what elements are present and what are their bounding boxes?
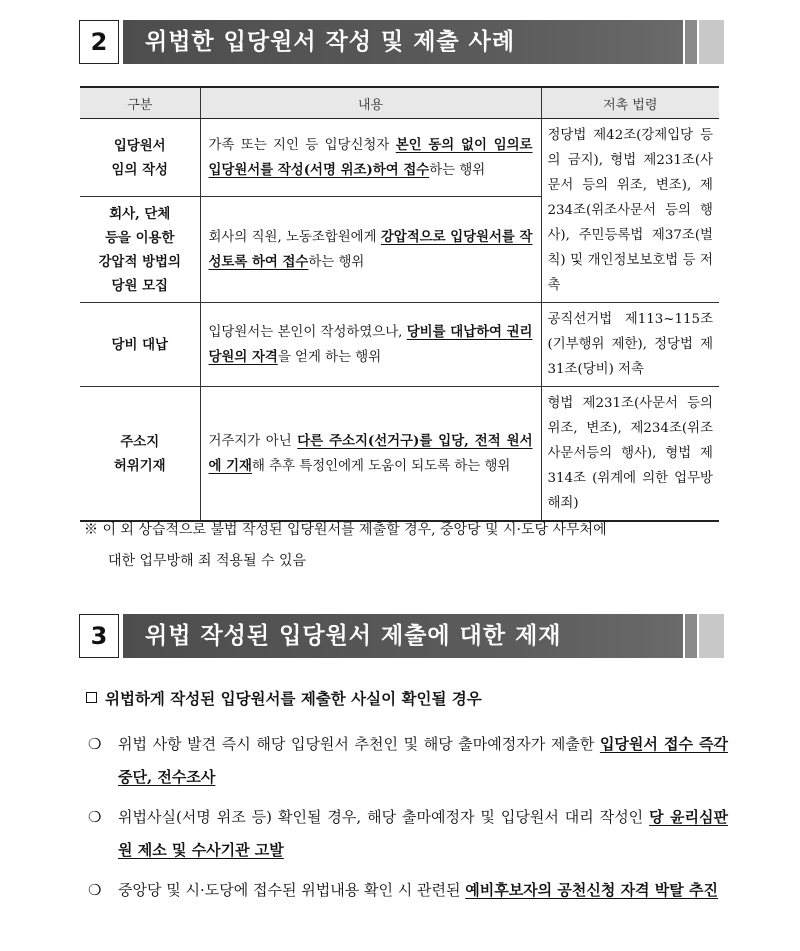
category-text: 입당원서 xyxy=(113,137,166,154)
category-cell xyxy=(80,303,200,387)
footnote xyxy=(84,515,724,577)
text-segment: 하는 행위 xyxy=(429,162,486,178)
section-number: 2 xyxy=(79,20,119,64)
content-cell xyxy=(200,119,541,197)
category-text: 회사, 단체 xyxy=(109,205,171,222)
text-segment: 위법 사항 발견 즉시 해당 입당원서 추천인 및 해당 출마예정자가 제출한 xyxy=(118,735,600,753)
column-header: 저촉 법령 xyxy=(541,87,719,119)
section-3-header xyxy=(79,614,724,658)
list-item xyxy=(88,874,728,907)
category-text: 등을 이용한 xyxy=(105,229,175,246)
section-title: 위법 작성된 입당원서 제출에 대한 제재 xyxy=(123,614,683,658)
content-cell xyxy=(200,303,541,387)
list-item-text xyxy=(88,728,728,794)
text-segment: 해 추후 특정인에게 도움이 되도록 하는 행위 xyxy=(251,458,511,474)
header-decoration xyxy=(685,614,697,658)
table-row xyxy=(80,387,719,522)
footnote-line-1: 이 외 상습적으로 불법 작성된 입당원서를 제출할 경우, 중앙당 및 시·도당 사무처에 xyxy=(102,522,607,538)
list-item xyxy=(88,728,728,794)
circle-bullet-icon: ❍ xyxy=(88,735,102,753)
category-cell xyxy=(80,197,200,303)
category-text: 강압적 방법의 xyxy=(98,253,181,270)
text-segment: 거주지가 아닌 xyxy=(208,433,298,449)
section-number: 3 xyxy=(79,614,119,658)
category-text: 주소지 xyxy=(120,433,160,450)
emphasized-text: 강압적으로 입당원서를 작성토록 하여 접수 xyxy=(208,228,533,270)
emphasized-text: 당 윤리심판원 제소 및 수사기관 고발 xyxy=(118,808,728,859)
header-decoration xyxy=(685,20,697,64)
category-text: 당비 대납 xyxy=(111,336,168,353)
table-row xyxy=(80,119,719,197)
emphasized-text: 당비를 대납하여 권리당원의 자격 xyxy=(208,323,533,365)
text-segment: 입당원서는 본인이 작성하였으나, xyxy=(208,324,407,340)
footnote-line-2: 대한 업무방해 죄 적용될 수 있음 xyxy=(108,553,307,569)
text-segment: 을 얻게 하는 행위 xyxy=(277,349,382,365)
circle-bullet-icon: ❍ xyxy=(88,808,102,826)
square-bullet-icon xyxy=(86,692,97,703)
text-segment: 가족 또는 지인 등 입당신청자 xyxy=(208,137,396,153)
header-decoration xyxy=(699,20,724,64)
text-segment: 위법사실(서명 위조 등) 확인될 경우, 해당 출마예정자 및 입당원서 대리 작성인 xyxy=(118,808,650,826)
list-item xyxy=(88,801,728,867)
text-segment: 중앙당 및 시·도당에 접수된 위법내용 확인 시 관련된 xyxy=(118,881,466,899)
content-cell xyxy=(200,197,541,303)
category-text: 임의 작성 xyxy=(111,161,168,178)
law-cell: 정당법 제42조(강제입당 등의 금지), 형법 제231조(사문서 등의 위조, 변조), 제234조(위조사문서 등의 행사), 주민등록법 제37조(벌칙) 및 개인정보보호법 등 저촉 xyxy=(541,119,719,303)
subheading xyxy=(86,687,482,709)
text-segment: 회사의 직원, 노동조합원에게 xyxy=(208,229,381,245)
subheading-text: 위법하게 작성된 입당원서를 제출한 사실이 확인될 경우 xyxy=(105,690,482,708)
header-decoration xyxy=(699,614,724,658)
category-text: 당원 모집 xyxy=(111,277,168,294)
category-cell xyxy=(80,387,200,522)
emphasized-text: 다른 주소지(선거구)를 입당, 전적 원서에 기재 xyxy=(208,432,533,474)
content-cell xyxy=(200,387,541,522)
violation-cases-table xyxy=(80,86,719,522)
column-header: 구분 xyxy=(80,87,200,119)
law-cell: 형법 제231조(사문서 등의 위조, 변조), 제234조(위조사문서등의 행사), 형법 제314조 (위계에 의한 업무방해죄) xyxy=(541,387,719,522)
list-item-text xyxy=(88,801,728,867)
table-row xyxy=(80,303,719,387)
emphasized-text: 입당원서 접수 즉각 중단, 전수조사 xyxy=(118,735,728,786)
text-segment: 하는 행위 xyxy=(308,254,365,270)
circle-bullet-icon: ❍ xyxy=(88,881,102,899)
emphasized-text: 본인 동의 없이 임의로 입당원서를 작성(서명 위조)하여 접수 xyxy=(208,136,533,178)
table-header-row xyxy=(80,87,719,119)
emphasized-text: 예비후보자의 공천신청 자격 박탈 추진 xyxy=(465,881,718,899)
column-header: 내용 xyxy=(200,87,541,119)
category-cell xyxy=(80,119,200,197)
reference-mark: ※ xyxy=(84,522,98,538)
law-cell: 공직선거법 제113~115조(기부행위 제한), 정당법 제31조(당비) 저촉 xyxy=(541,303,719,387)
section-2-header xyxy=(79,20,724,64)
list-item-text xyxy=(88,874,728,907)
category-text: 허위기재 xyxy=(113,457,166,474)
section-title: 위법한 입당원서 작성 및 제출 사례 xyxy=(123,20,683,64)
